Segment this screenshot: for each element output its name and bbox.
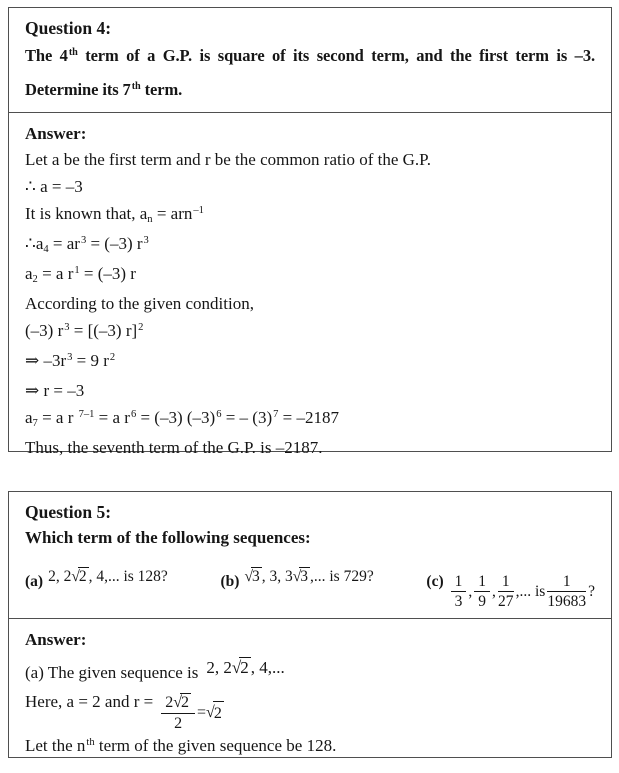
fraction: $\frac{2√2}{2}$ (161, 694, 195, 733)
answer-line: Thus, the seventh term of the G.P. is –2187. (25, 438, 323, 457)
question5-statement: Which term of the following sequences: (25, 528, 311, 547)
question4-answer-section (9, 113, 611, 461)
answer-line: According to the given condition, (25, 294, 254, 313)
answer-line: a7 = a r $^{7-1}$ = a $r^6 = (-3) (-3)^6$ = – $(3)^7 = -2187$ (25, 408, 339, 429)
answer-line: ∴a4 = $ar^3 = (-3)$ $r^3$ (25, 234, 149, 255)
part-a-label: (a) (25, 573, 44, 590)
question5-section (9, 492, 611, 619)
radical-icon: √ (71, 568, 79, 585)
question5-answer-label: Answer: (25, 630, 87, 649)
question4-answer-label: Answer: (25, 124, 87, 143)
answer-line: ⇒ r = –3 (25, 381, 85, 400)
question4-section (9, 8, 611, 113)
fraction: $\frac{1}{3}$ (451, 573, 467, 611)
answer-line (25, 690, 595, 733)
answer-line: It is known that, an = arn$^{-1}$ (25, 204, 204, 225)
question5-box (8, 491, 612, 758)
question5-answer-section (9, 619, 611, 762)
part-b-label: (b) (220, 573, 240, 590)
given-sequence-math: 2, 2√2 , 4,... (206, 658, 285, 677)
answer-line: Let the $n^{th}$ term of the given sequence be 128. (25, 735, 337, 755)
question4-statement-line2: Determine its 7th term. (25, 80, 183, 99)
fraction: $\frac{1}{19683}$ (547, 573, 587, 611)
radical-icon: √ (173, 694, 181, 711)
answer-line-text: Here, a = 2 and r = (25, 692, 154, 711)
answer-line: ∴ a = –3 (25, 177, 83, 196)
answer-line: (–3) $r^3 = [(-3)$ r]$^2$ (25, 321, 144, 340)
question4-statement-line1: The 4th term of a G.P. is square of its second term, and the first term is –3. (25, 46, 595, 65)
answer-line: Let a be the first term and r be the common ratio of the G.P. (25, 150, 431, 169)
answer-line: a2 = a $r^1 = (-3)$ r (25, 264, 136, 285)
radical-icon: √ (206, 704, 214, 722)
radical-icon: √ (292, 568, 301, 585)
question4-title: Question 4: (25, 18, 112, 38)
question5-parts (25, 568, 595, 611)
part-c-label: (c) (426, 573, 444, 590)
answer-line (25, 659, 595, 686)
radical-icon: √ (244, 568, 252, 585)
part-a-sequence: 2, 2√2 , 4,... is 128? (48, 568, 168, 585)
question5-title: Question 5: (25, 502, 112, 522)
question4-box (8, 7, 612, 457)
fraction: $\frac{1}{9}$ (474, 573, 490, 611)
part-c (426, 573, 595, 611)
answer-line-text: (a) The given sequence is (25, 663, 199, 682)
fraction: $\frac{1}{27}$ (498, 573, 514, 611)
question4-answer-lines (25, 146, 595, 461)
part-b-sequence: √3 , 3, 3√3 ,... is 729? (244, 568, 374, 585)
part-c-sequence: $\frac{1}{3}$ , $\frac{1}{9}$ , $\frac{1}{27}$ ,... is $\frac{1}{19683}$ ? (449, 573, 595, 611)
answer-line: ⇒ $-3r^3 = 9$ $r^2$ (25, 351, 116, 370)
part-b (220, 568, 374, 591)
part-a (25, 568, 168, 591)
common-ratio-math: $\frac{2√2}{2}$ = √ 2 (159, 694, 224, 733)
radical-icon: √ (231, 658, 241, 677)
